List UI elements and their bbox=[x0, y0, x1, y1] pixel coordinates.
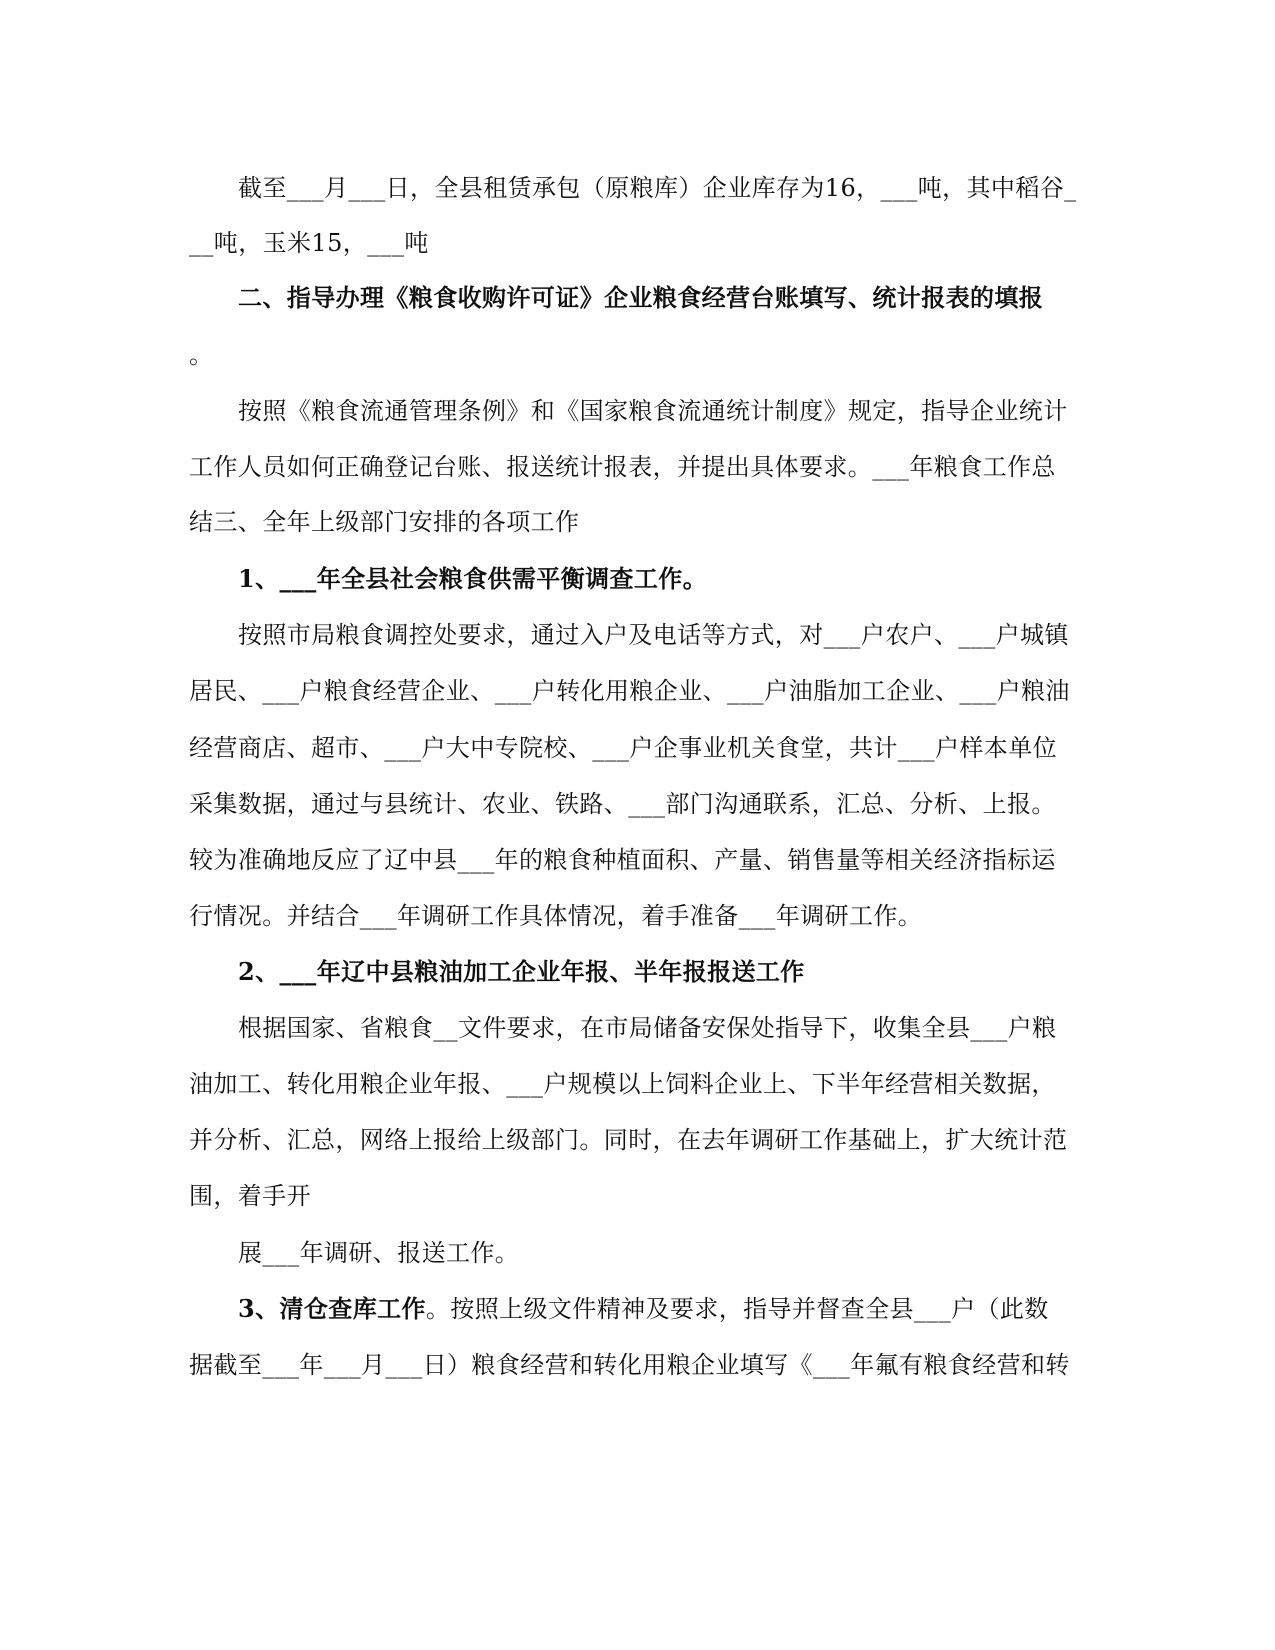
section-heading: 2、___年辽中县粮油加工企业年报、半年报报送工作 bbox=[238, 957, 805, 986]
section-heading: 二、指导办理《粮食收购许可证》企业粮食经营台账填写、统计报表的填报 bbox=[238, 283, 1044, 312]
paragraph-line: 采集数据，通过与县统计、农业、铁路、___部门沟通联系，汇总、分析、上报。 bbox=[189, 790, 1056, 818]
paragraph-line: 居民、___户粮食经营企业、___户转化用粮企业、___户油脂加工企业、___户粮油 bbox=[189, 677, 1070, 705]
paragraph-text: 。按照上级文件精神及要求，指导并督查全县___户（此数 bbox=[425, 1295, 1049, 1323]
paragraph-line: 结三、全年上级部门安排的各项工作 bbox=[189, 508, 580, 536]
paragraph-line: 展___年调研、报送工作。 bbox=[238, 1239, 520, 1267]
paragraph-line: 根据国家、省粮食__文件要求，在市局储备安保处指导下，收集全县___户粮 bbox=[238, 1014, 1057, 1042]
paragraph-line: 较为准确地反应了辽中县___年的粮食种植面积、产量、销售量等相关经济指标运 bbox=[189, 846, 1056, 874]
paragraph-line: 据截至___年___月___日）粮食经营和转化用粮企业填写《___年氟有粮食经营和转 bbox=[189, 1351, 1070, 1379]
paragraph-line: 按照《粮食流通管理条例》和《国家粮食流通统计制度》规定，指导企业统计 bbox=[238, 397, 1068, 425]
paragraph-line: 围，着手开 bbox=[189, 1182, 311, 1210]
paragraph-line: 并分析、汇总，网络上报给上级部门。同时，在去年调研工作基础上，扩大统计范 bbox=[189, 1126, 1068, 1154]
paragraph-line: 截至___月___日，全县租赁承包（原粮库）企业库存为16，___吨，其中稻谷_ bbox=[238, 174, 1077, 202]
section-heading: 3、清仓查库工作 bbox=[238, 1294, 426, 1323]
paragraph-line: 行情况。并结合___年调研工作具体情况，着手准备___年调研工作。 bbox=[189, 902, 923, 930]
paragraph-line: 工作人员如何正确登记台账、报送统计报表，并提出具体要求。___年粮食工作总 bbox=[189, 453, 1056, 481]
paragraph-line: 油加工、转化用粮企业年报、___户规模以上饲料企业上、下半年经营相关数据， bbox=[189, 1070, 1056, 1098]
paragraph-line: __吨，玉米15，___吨 bbox=[189, 229, 429, 257]
paragraph-line: 。 bbox=[189, 341, 214, 369]
paragraph-line: 经营商店、超市、___户大中专院校、___户企事业机关食堂，共计___户样本单位 bbox=[189, 734, 1057, 762]
paragraph-line bbox=[238, 1294, 1049, 1324]
paragraph-line: 按照市局粮食调控处要求，通过入户及电话等方式，对___户农户、___户城镇 bbox=[238, 621, 1069, 649]
section-heading: 1、___年全县社会粮食供需平衡调查工作。 bbox=[238, 564, 708, 593]
